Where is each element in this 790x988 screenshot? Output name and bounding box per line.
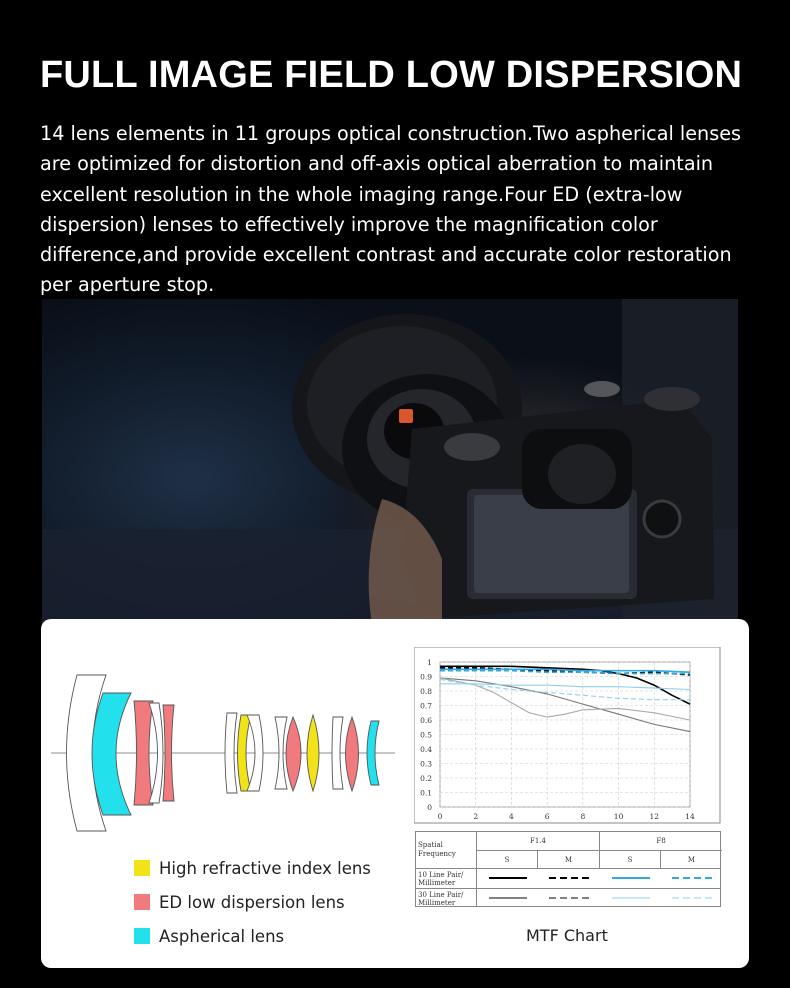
legend-label: ED low dispersion lens <box>159 892 345 912</box>
description-line: difference,and provide excellent contrast and accurate color restoration <box>40 243 732 267</box>
y-tick-label: 0.9 <box>420 672 432 682</box>
y-tick-label: 0.1 <box>420 788 432 798</box>
swatch-yellow <box>134 860 150 876</box>
f8-header: F8 <box>656 837 666 845</box>
col-s: S <box>627 855 633 864</box>
description-line: excellent resolution in the whole imaging range.Four ED (extra-low <box>40 182 683 206</box>
col-m: M <box>564 855 573 864</box>
x-tick-label: 8 <box>580 812 586 821</box>
camera-illustration <box>42 299 738 625</box>
lens-legend <box>134 851 371 953</box>
lens-element-ed <box>286 717 301 791</box>
legend-item-ed <box>134 885 371 919</box>
y-tick-label: 0.3 <box>420 759 432 769</box>
y-tick-label: 0.4 <box>420 745 432 754</box>
y-tick-label: 0.6 <box>420 716 432 725</box>
col-m: M <box>687 855 696 864</box>
x-tick-label: 12 <box>649 812 660 821</box>
y-tick-label: 0.7 <box>420 701 432 711</box>
f14-header: F1.4 <box>530 837 546 845</box>
headline: FULL IMAGE FIELD LOW DISPERSION <box>40 54 743 96</box>
x-tick-label: 6 <box>544 812 550 821</box>
lens-element-aspherical <box>92 693 131 815</box>
mtf-legend-table <box>415 831 721 907</box>
optics-card <box>41 619 749 968</box>
mtf-chart-title: MTF Chart <box>526 926 608 945</box>
swatch-red <box>134 894 150 910</box>
lens-construction-diagram <box>41 619 401 849</box>
y-tick-label: 0.2 <box>420 774 432 783</box>
description-line: dispersion) lenses to effectively improve the magnification color <box>40 212 658 236</box>
legend-item-high-refractive <box>134 851 371 885</box>
y-tick-label: 0.5 <box>420 730 432 740</box>
legend-item-aspherical <box>134 919 371 953</box>
row-30-lp-label: 30 Line Pair/ Millimeter <box>418 890 464 907</box>
table-line-samples <box>477 869 722 908</box>
lens-element-high-refractive <box>307 715 319 791</box>
legend-label: Aspherical lens <box>159 926 285 946</box>
camera-photo <box>42 299 738 625</box>
x-tick-label: 10 <box>613 812 624 821</box>
description <box>40 119 755 301</box>
y-tick-label: 0.8 <box>420 687 432 696</box>
mtf-chart <box>414 647 722 825</box>
y-tick-label: 0 <box>427 803 432 812</box>
x-tick-label: 2 <box>473 812 479 821</box>
legend-label: High refractive index lens <box>159 858 371 878</box>
x-tick-label: 4 <box>509 812 514 821</box>
description-line: per aperture stop. <box>40 273 215 297</box>
x-tick-label: 14 <box>685 812 695 821</box>
y-tick-label: 1 <box>427 658 432 667</box>
spatial-frequency-label: Spatial Frequency <box>418 841 456 858</box>
lens-element-ed <box>346 717 359 791</box>
col-s: S <box>504 855 510 864</box>
description-line: 14 lens elements in 11 groups optical construction.Two aspherical lenses <box>40 122 742 145</box>
x-tick-label: 0 <box>437 812 443 821</box>
description-line: are optimized for distortion and off-axis optical aberration to maintain <box>40 152 714 176</box>
swatch-cyan <box>134 928 150 944</box>
row-10-lp-label: 10 Line Pair/ Millimeter <box>418 870 464 887</box>
